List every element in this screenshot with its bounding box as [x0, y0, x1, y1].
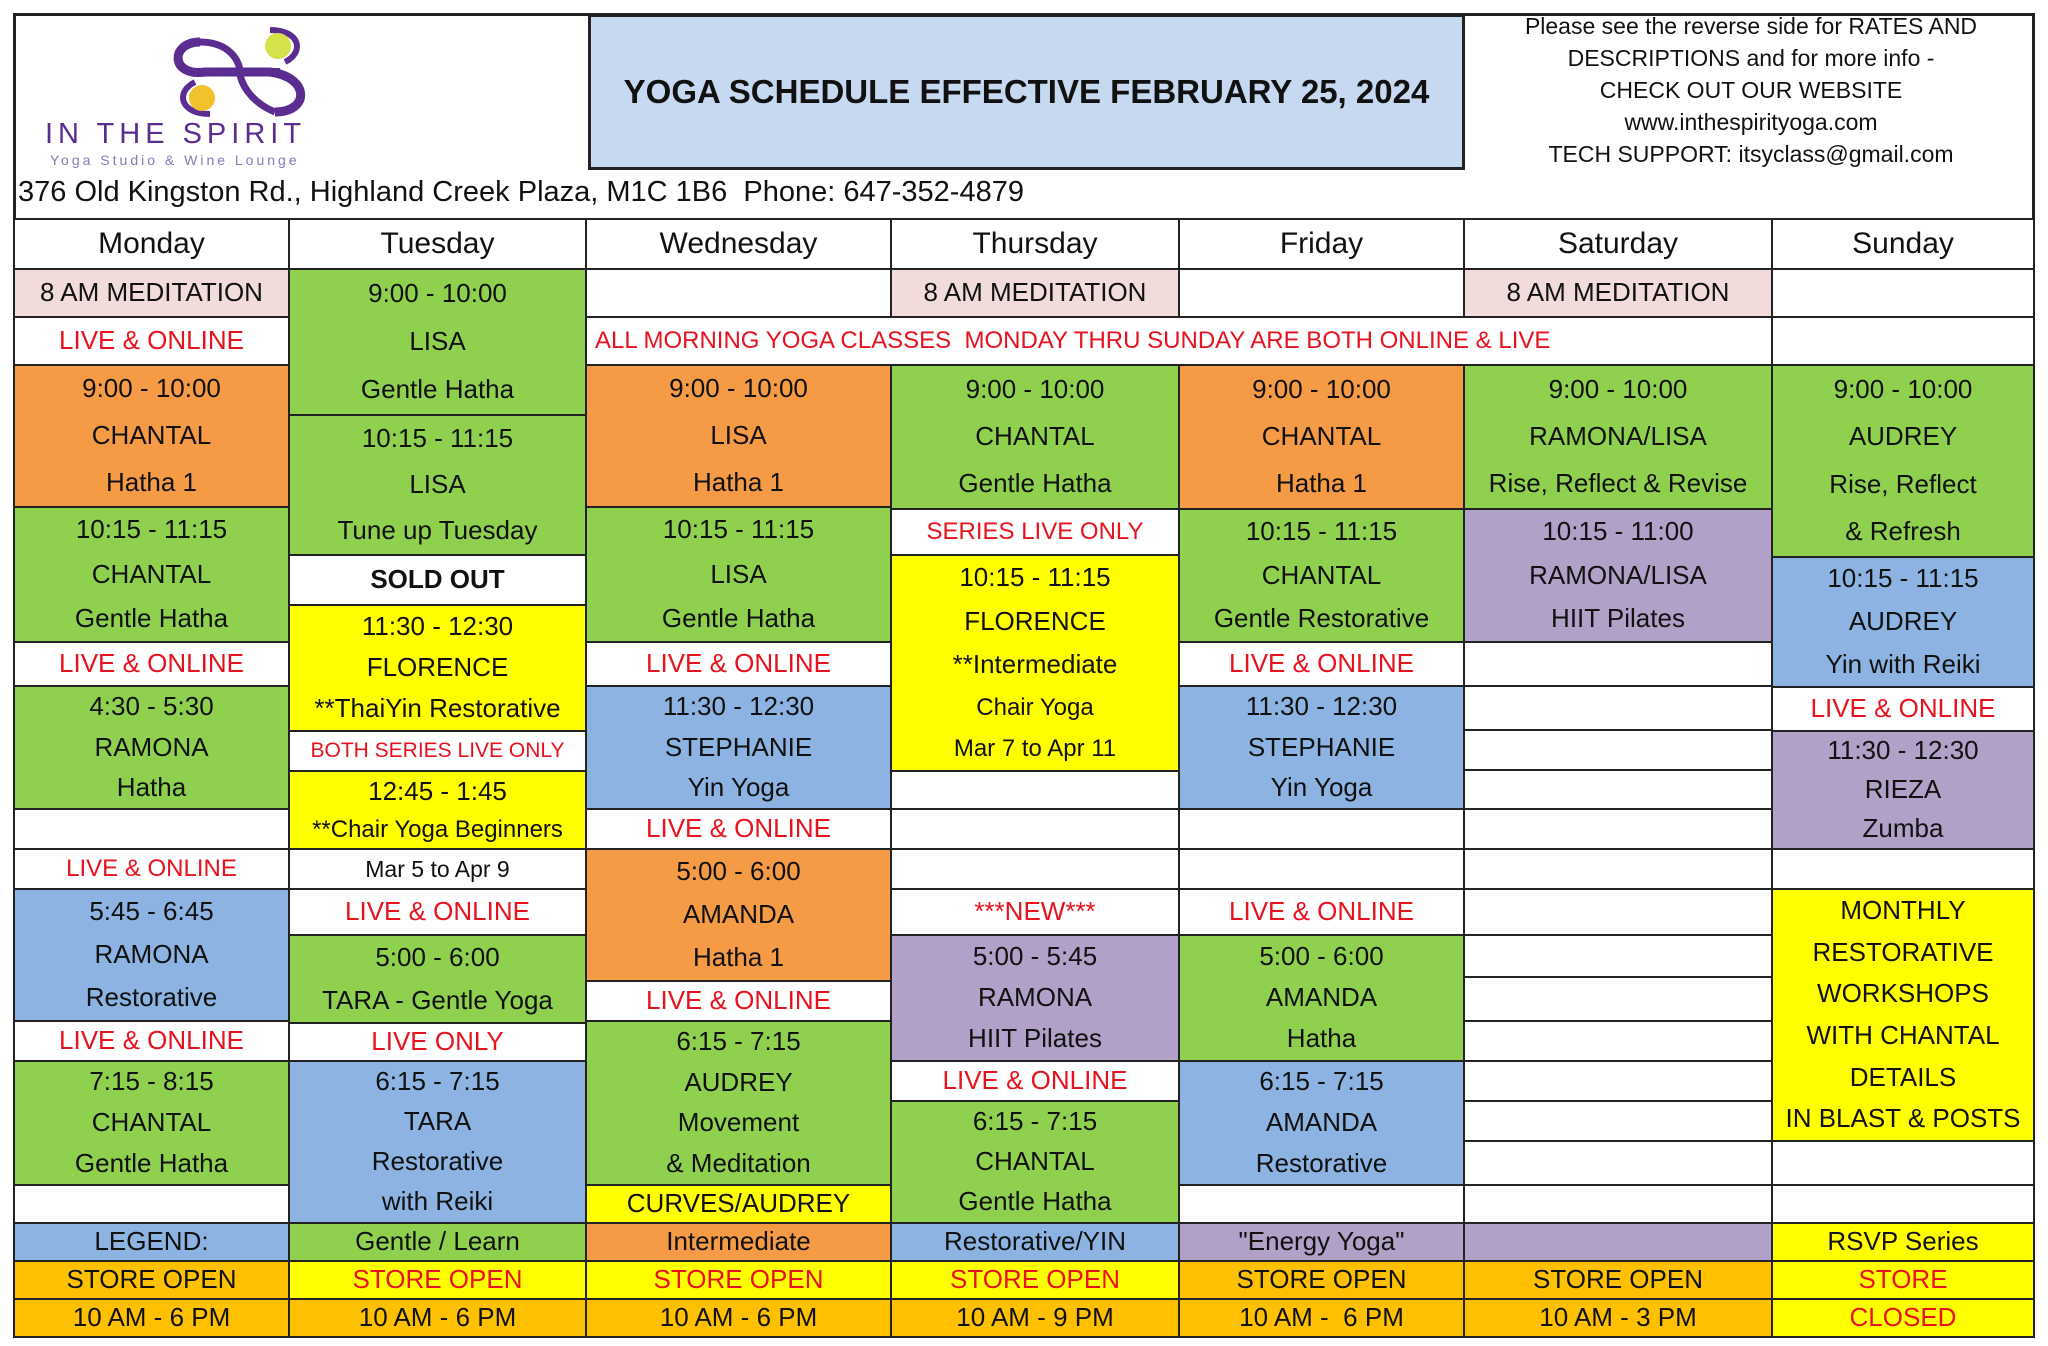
class-slot[interactable]: 11:30 - 12:30 FLORENCE **ThaiYin Restorative: [288, 604, 587, 732]
store-hours: 10 AM - 9 PM: [890, 1298, 1180, 1338]
series-note: BOTH SERIES LIVE ONLY: [288, 730, 587, 772]
class-slot[interactable]: 12:45 - 1:45 **Chair Yoga Beginners: [288, 770, 587, 850]
live-online-note: LIVE & ONLINE: [13, 316, 290, 366]
live-online-note: LIVE & ONLINE: [1178, 641, 1465, 687]
legend-intermediate: Intermediate: [585, 1222, 892, 1262]
live-online-note: LIVE & ONLINE: [1771, 686, 2035, 732]
live-only-note: LIVE ONLY: [288, 1022, 587, 1062]
empty-slot: [1463, 976, 1773, 1022]
store-status: STORE OPEN: [1463, 1260, 1773, 1300]
class-slot[interactable]: 5:00 - 6:00 TARA - Gentle Yoga: [288, 934, 587, 1024]
meditation-slot[interactable]: 8 AM MEDITATION: [1463, 268, 1773, 318]
empty-slot: [1463, 808, 1773, 850]
legend-blank: [1463, 1222, 1773, 1262]
legend-rsvp-series: RSVP Series: [1771, 1222, 2035, 1262]
info-line: DESCRIPTIONS and for more info -: [1567, 45, 1935, 71]
day-header-thursday: Thursday: [890, 218, 1180, 270]
class-slot[interactable]: 5:00 - 5:45 RAMONA HIIT Pilates: [890, 934, 1180, 1062]
info-line: Please see the reverse side for RATES AND: [1524, 13, 1978, 39]
live-online-note: LIVE & ONLINE: [13, 641, 290, 687]
empty-slot: [1463, 888, 1773, 936]
live-online-note: LIVE & ONLINE: [585, 641, 892, 687]
empty-slot: [1771, 1140, 2035, 1186]
empty-slot: [1463, 685, 1773, 731]
class-slot[interactable]: 10:15 - 11:15 CHANTAL Gentle Restorative: [1178, 508, 1465, 643]
live-online-note: LIVE & ONLINE: [585, 980, 892, 1022]
empty-slot: [1771, 268, 2035, 318]
class-slot[interactable]: 7:15 - 8:15 CHANTAL Gentle Hatha: [13, 1060, 290, 1186]
address: 376 Old Kingston Rd., Highland Creek Plaza, M1C 1B6 Phone: 647-352-4879: [18, 176, 1024, 208]
empty-slot: [1771, 316, 2035, 366]
store-status: STORE OPEN: [1178, 1260, 1465, 1300]
class-slot[interactable]: 5:00 - 6:00 AMANDA Hatha 1: [585, 848, 892, 982]
store-hours: 10 AM - 6 PM: [1178, 1298, 1465, 1338]
workshop-notice[interactable]: MONTHLY RESTORATIVE WORKSHOPS WITH CHANTAL DETAILS IN BLAST & POSTS: [1771, 888, 2035, 1142]
website-link[interactable]: www.inthespirityoga.com: [1624, 109, 1878, 135]
live-online-note: LIVE & ONLINE: [288, 888, 587, 936]
day-header-sunday: Sunday: [1771, 218, 2035, 270]
class-slot[interactable]: 10:15 - 11:15 AUDREY Yin with Reiki: [1771, 556, 2035, 688]
class-slot[interactable]: 10:15 - 11:15 LISA Gentle Hatha: [585, 506, 892, 643]
empty-slot: [1178, 1184, 1465, 1224]
empty-slot: [890, 770, 1180, 810]
empty-slot: [1463, 769, 1773, 810]
class-slot[interactable]: 5:00 - 6:00 AMANDA Hatha: [1178, 934, 1465, 1062]
class-slot[interactable]: 5:45 - 6:45 RAMONA Restorative: [13, 888, 290, 1022]
legend-energy: "Energy Yoga": [1178, 1222, 1465, 1262]
store-status: STORE: [1771, 1260, 2035, 1300]
legend-restorative: Restorative/YIN: [890, 1222, 1180, 1262]
empty-slot: [1178, 268, 1465, 318]
meditation-slot[interactable]: 8 AM MEDITATION: [890, 268, 1180, 318]
empty-slot: [585, 268, 892, 318]
page-title: YOGA SCHEDULE EFFECTIVE FEBRUARY 25, 2024: [623, 73, 1430, 110]
class-slot[interactable]: 4:30 - 5:30 RAMONA Hatha: [13, 685, 290, 810]
empty-slot: [1178, 808, 1465, 850]
info-box: [1466, 10, 2036, 175]
sold-out-badge: SOLD OUT: [288, 554, 587, 606]
class-slot[interactable]: 6:15 - 7:15 AUDREY Movement & Meditation: [585, 1020, 892, 1186]
store-status: STORE OPEN: [890, 1260, 1180, 1300]
class-slot[interactable]: 10:15 - 11:15 LISA Tune up Tuesday: [288, 414, 587, 556]
class-slot[interactable]: 10:15 - 11:15 CHANTAL Gentle Hatha: [13, 506, 290, 643]
store-hours: 10 AM - 6 PM: [288, 1298, 587, 1338]
empty-slot: [13, 808, 290, 850]
live-online-note: LIVE & ONLINE: [585, 808, 892, 850]
day-header-saturday: Saturday: [1463, 218, 1773, 270]
class-slot[interactable]: 9:00 - 10:00 CHANTAL Hatha 1: [1178, 364, 1465, 510]
empty-slot: [1463, 1060, 1773, 1102]
empty-slot: [1463, 1020, 1773, 1062]
class-slot[interactable]: 11:30 - 12:30 STEPHANIE Yin Yoga: [1178, 685, 1465, 810]
empty-slot: [890, 848, 1180, 890]
empty-slot: [1463, 1100, 1773, 1142]
store-hours: 10 AM - 6 PM: [585, 1298, 892, 1338]
class-slot[interactable]: 9:00 - 10:00 CHANTAL Gentle Hatha: [890, 364, 1180, 510]
live-online-note: LIVE & ONLINE: [13, 1020, 290, 1062]
empty-slot: [890, 808, 1180, 850]
series-dates: Mar 5 to Apr 9: [288, 848, 587, 890]
class-slot[interactable]: 10:15 - 11:15 FLORENCE **Intermediate Chair Yoga Mar 7 to Apr 11: [890, 554, 1180, 772]
store-status: STORE OPEN: [13, 1260, 290, 1300]
store-hours: 10 AM - 3 PM: [1463, 1298, 1773, 1338]
live-online-note: LIVE & ONLINE: [13, 848, 290, 890]
store-status: STORE OPEN: [585, 1260, 892, 1300]
store-status: STORE OPEN: [288, 1260, 587, 1300]
empty-slot: [1463, 1140, 1773, 1186]
day-header-wednesday: Wednesday: [585, 218, 892, 270]
series-note: SERIES LIVE ONLY: [890, 508, 1180, 556]
new-badge: ***NEW***: [890, 888, 1180, 936]
day-header-monday: Monday: [13, 218, 290, 270]
class-slot[interactable]: 9:00 - 10:00 AUDREY Rise, Reflect & Refresh: [1771, 364, 2035, 558]
class-slot[interactable]: 9:00 - 10:00 LISA Gentle Hatha: [288, 268, 587, 416]
empty-slot: [1178, 848, 1465, 890]
empty-slot: [1463, 729, 1773, 771]
class-slot[interactable]: 6:15 - 7:15 TARA Restorative with Reiki: [288, 1060, 587, 1224]
info-line: CHECK OUT OUR WEBSITE: [1599, 77, 1903, 103]
empty-slot: [1771, 1184, 2035, 1224]
empty-slot: [13, 1184, 290, 1224]
live-online-note: LIVE & ONLINE: [1178, 888, 1465, 936]
store-hours: CLOSED: [1771, 1298, 2035, 1338]
class-slot[interactable]: 6:15 - 7:15 CHANTAL Gentle Hatha: [890, 1100, 1180, 1224]
legend-label: LEGEND:: [13, 1222, 290, 1262]
support-email[interactable]: TECH SUPPORT: itsyclass@gmail.com: [1548, 141, 1954, 167]
store-hours: 10 AM - 6 PM: [13, 1298, 290, 1338]
morning-classes-banner: ALL MORNING YOGA CLASSES MONDAY THRU SUNDAY ARE BOTH ONLINE & LIVE: [585, 316, 1773, 366]
empty-slot: [1463, 641, 1773, 687]
class-slot[interactable]: 6:15 - 7:15 AMANDA Restorative: [1178, 1060, 1465, 1186]
curves-slot[interactable]: CURVES/AUDREY: [585, 1184, 892, 1224]
logo-name: IN THE SPIRIT: [45, 118, 307, 150]
page-title-box: [588, 14, 1465, 170]
logo-tagline: Yoga Studio & Wine Lounge: [50, 152, 300, 168]
live-online-note: LIVE & ONLINE: [890, 1060, 1180, 1102]
empty-slot: [1463, 934, 1773, 978]
class-slot[interactable]: 9:00 - 10:00 RAMONA/LISA Rise, Reflect & Revise: [1463, 364, 1773, 510]
empty-slot: [1771, 848, 2035, 890]
butterfly-logo-icon: [160, 22, 320, 122]
day-header-tuesday: Tuesday: [288, 218, 587, 270]
meditation-slot[interactable]: 8 AM MEDITATION: [13, 268, 290, 318]
legend-gentle: Gentle / Learn: [288, 1222, 587, 1262]
empty-slot: [1463, 1184, 1773, 1224]
class-slot[interactable]: 11:30 - 12:30 STEPHANIE Yin Yoga: [585, 685, 892, 810]
day-header-friday: Friday: [1178, 218, 1465, 270]
empty-slot: [1463, 848, 1773, 890]
class-slot[interactable]: 9:00 - 10:00 CHANTAL Hatha 1: [13, 364, 290, 508]
class-slot[interactable]: 9:00 - 10:00 LISA Hatha 1: [585, 364, 892, 508]
logo: [40, 18, 420, 168]
class-slot[interactable]: 10:15 - 11:00 RAMONA/LISA HIIT Pilates: [1463, 508, 1773, 643]
class-slot[interactable]: 11:30 - 12:30 RIEZA Zumba: [1771, 730, 2035, 850]
